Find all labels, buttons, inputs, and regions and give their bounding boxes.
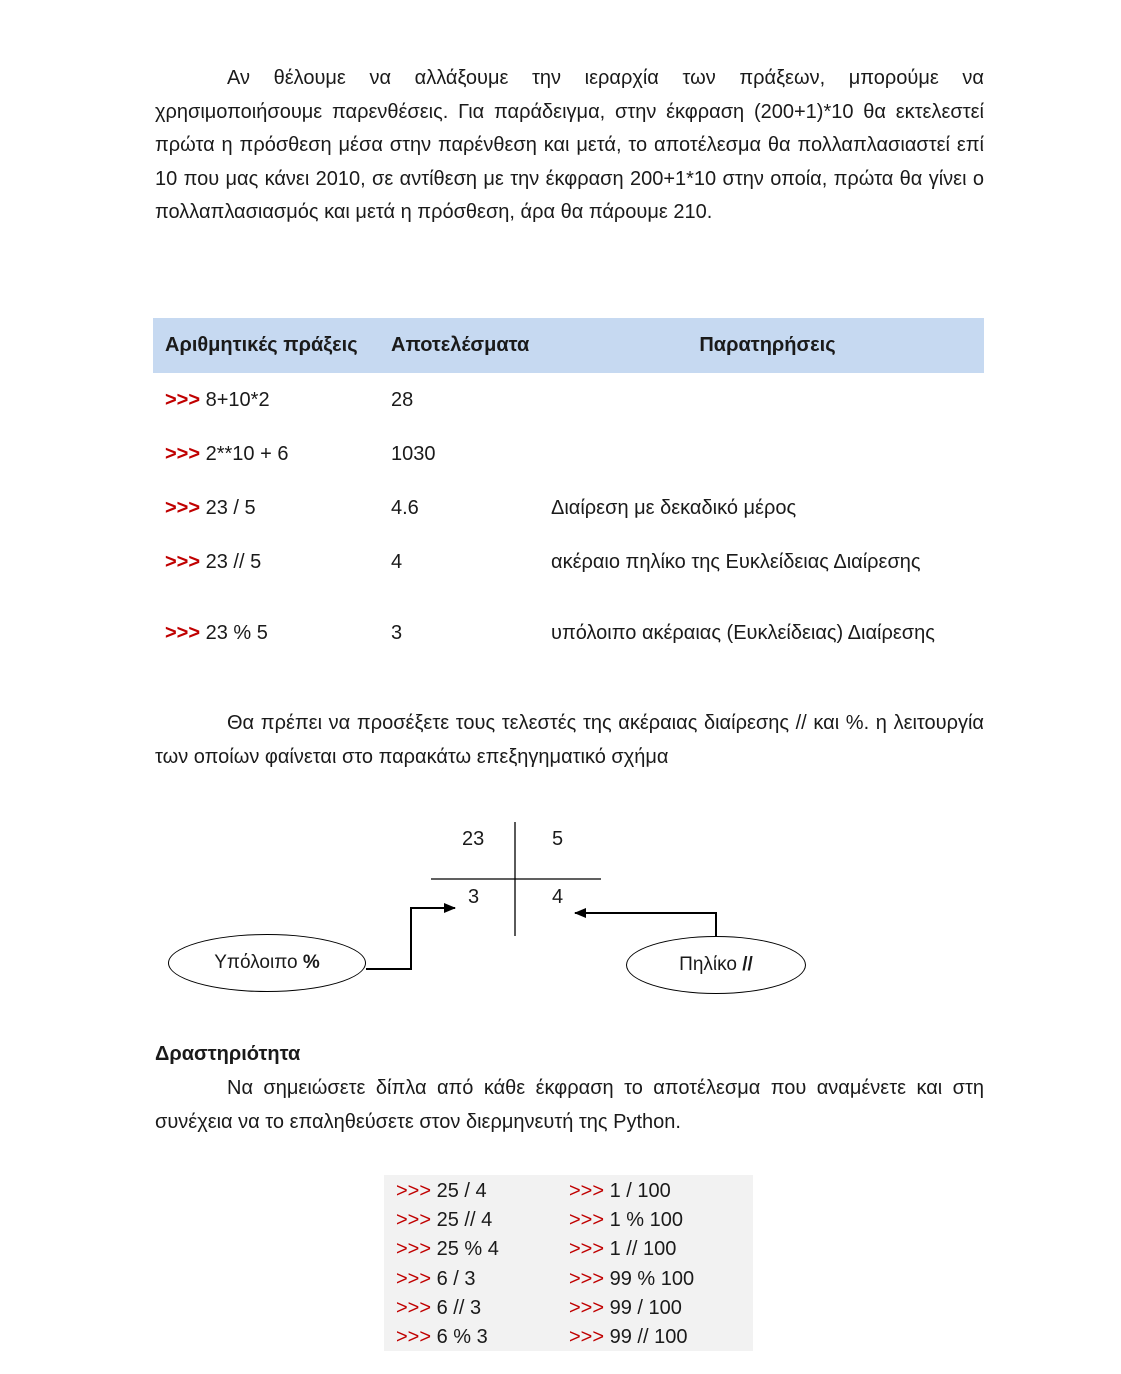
exercise-box (384, 1175, 753, 1351)
expression-text: 8+10*2 (205, 388, 270, 411)
remainder-label: Υπόλοιπο (214, 952, 298, 973)
row-expression (153, 481, 391, 535)
row-expression (153, 427, 391, 481)
row-note (551, 373, 984, 427)
quotient-label: Πηλίκο (679, 954, 737, 975)
table-row (153, 535, 984, 589)
remainder-value: 3 (468, 886, 480, 908)
exercise-right-column (569, 1177, 694, 1352)
expression-text: 2**10 + 6 (205, 442, 289, 465)
row-note: Διαίρεση με δεκαδικό μέρος (551, 496, 797, 519)
expression-text: 23 // 5 (205, 550, 262, 573)
exercise-item: >>> 6 / 3 (396, 1267, 476, 1290)
exercise-item: >>> 1 // 100 (569, 1238, 677, 1261)
exercise-item: >>> 25 % 4 (396, 1238, 499, 1261)
operations-table (153, 318, 984, 677)
exercise-item: >>> 1 / 100 (569, 1180, 671, 1202)
remainder-operator: % (302, 952, 320, 973)
activity-title: Δραστηριότητα (155, 1043, 301, 1065)
dividend: 23 (462, 828, 485, 850)
row-result: 4 (391, 550, 403, 573)
row-expression (153, 589, 391, 677)
row-result: 28 (391, 388, 414, 411)
expression-text: 23 % 5 (205, 621, 268, 644)
quotient-arrow (575, 913, 716, 936)
expression-text: 23 / 5 (205, 496, 256, 519)
row-result: 1030 (391, 442, 436, 465)
exercise-item: >>> 99 // 100 (569, 1326, 688, 1349)
header-operations: Αριθμητικές πράξεις (153, 318, 391, 373)
table-header-row (153, 318, 984, 373)
table-row (153, 373, 984, 427)
divisor: 5 (552, 828, 564, 850)
row-note (551, 427, 984, 481)
exercise-item: >>> 6 % 3 (396, 1326, 488, 1349)
table-row (153, 589, 984, 677)
exercise-item: >>> 25 // 4 (396, 1209, 493, 1232)
exercise-item: >>> 25 / 4 (396, 1180, 487, 1202)
remainder-ellipse (168, 934, 366, 992)
intro-paragraph: Αν θέλουμε να αλλάξουμε την ιεραρχία των πράξεων, μπορούμε να χρησιμοποιήσουμε παρενθέσεις. Για παράδειγμα, στην έκφραση (200+1)*10 θα εκτελεστεί πρώτα η πρόσθεση μέσα στην παρένθεση και μετά, το αποτέλεσμα θα πολλαπλασιαστεί επί 10 που μας κάνει 2010, σε αντίθεση με την έκφραση 200+1*10 στην οποία, πρώτα θα γίνει ο πολλαπλασιασμός και μετά η πρόσθεση, άρα θα πάρουμε 210. (155, 67, 984, 223)
division-diagram (0, 790, 1121, 1020)
python-prompt: >>> (165, 550, 201, 573)
exercise-item: >>> 1 % 100 (569, 1209, 683, 1232)
python-prompt: >>> (165, 388, 201, 411)
row-expression (153, 535, 391, 589)
exercise-item: >>> 99 / 100 (569, 1296, 682, 1319)
python-prompt: >>> (165, 442, 201, 465)
table-row (153, 427, 984, 481)
remainder-arrow (366, 908, 455, 969)
row-note: υπόλοιπο ακέραιας (Ευκλείδειας) Διαίρεσης (551, 621, 935, 644)
header-notes: Παρατηρήσεις (551, 318, 984, 373)
python-prompt: >>> (165, 496, 201, 519)
table-row (153, 481, 984, 535)
row-note: ακέραιο πηλίκο της Ευκλείδειας Διαίρεσης (551, 550, 921, 573)
quotient-ellipse (626, 936, 806, 994)
exercise-item: >>> 99 % 100 (569, 1267, 695, 1290)
python-prompt: >>> (165, 621, 201, 644)
activity-text: Να σημειώσετε δίπλα από κάθε έκφραση το αποτέλεσμα που αναμένετε και στη συνέχεια να το επαληθεύσετε στον διερμηνευτή της Python. (155, 1077, 984, 1133)
exercise-left-column (396, 1177, 499, 1352)
exercise-item: >>> 6 // 3 (396, 1296, 482, 1319)
row-result: 3 (391, 621, 403, 644)
note-paragraph: Θα πρέπει να προσέξετε τους τελεστές της ακέραιας διαίρεσης // και %. η λειτουργία των οποίων φαίνεται στο παρακάτω επεξηγηματικό σχήμα (155, 712, 984, 768)
row-expression (153, 373, 391, 427)
quotient-operator: // (742, 954, 753, 975)
quotient-value: 4 (552, 886, 564, 908)
header-results: Αποτελέσματα (391, 318, 551, 373)
row-result: 4.6 (391, 496, 419, 519)
